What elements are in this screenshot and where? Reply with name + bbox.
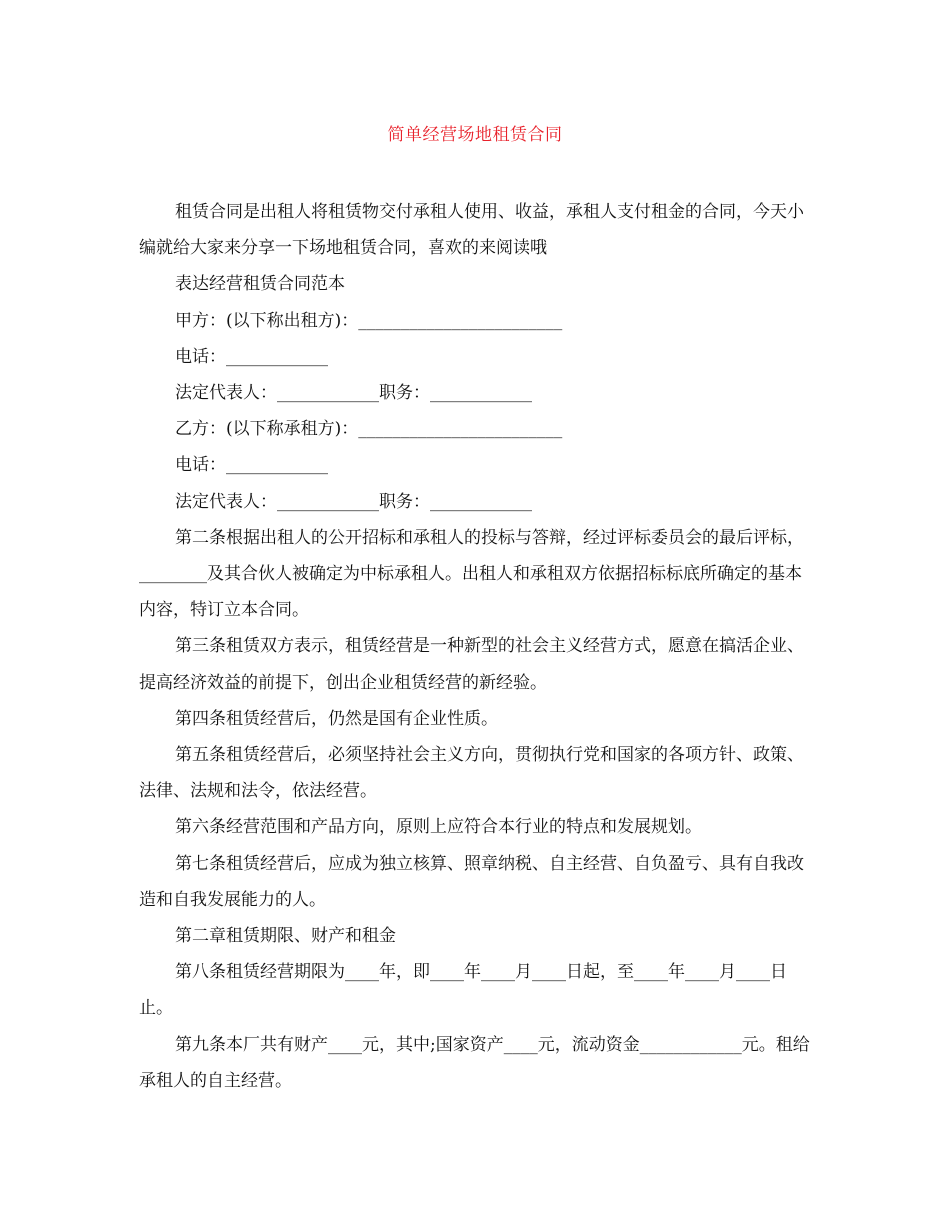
document-title: 简单经营场地租赁合同 bbox=[387, 125, 563, 145]
paragraph-intro: 租赁合同是出租人将租赁物交付承租人使用、收益，承租人支付租金的合同，今天小编就给大家来分享一下场地租赁合同，喜欢的来阅读哦 bbox=[139, 202, 804, 259]
article-6: 第六条经营范围和产品方向，原则上应符合本行业的特点和发展规划。 bbox=[175, 817, 702, 838]
article-2: 第二条根据出租人的公开招标和承租人的投标与答辩，经过评标委员会的最后评标，________及其合伙人被确定为中标承租人。出租人和承租双方依据招标标底所确定的基本内容，特订立本合同。 bbox=[139, 527, 804, 621]
document-body bbox=[139, 194, 811, 1099]
article-3: 第三条租赁双方表示，租赁经营是一种新型的社会主义经营方式，愿意在搞活企业、提高经济效益的前提下，创出企业租赁经营的新经验。 bbox=[139, 636, 804, 693]
party-a-phone-line: 电话：____________ bbox=[175, 346, 328, 367]
party-a-line: 甲方：(以下称出租方)：________________________ bbox=[175, 310, 563, 331]
article-5: 第五条租赁经营后，必须坚持社会主义方向，贯彻执行党和国家的各项方针、政策、法律、法规和法令，依法经营。 bbox=[139, 745, 804, 802]
article-7: 第七条租赁经营后，应成为独立核算、照章纳税、自主经营、自负盈亏、具有自我改造和自我发展能力的人。 bbox=[139, 853, 804, 910]
party-b-representative-line: 法定代表人：____________职务：____________ bbox=[175, 491, 532, 512]
article-4: 第四条租赁经营后，仍然是国有企业性质。 bbox=[175, 708, 498, 729]
article-9: 第九条本厂共有财产____元，其中;国家资产____元，流动资金____________元。租给承租人的自主经营。 bbox=[139, 1034, 810, 1091]
chapter-2-heading: 第二章租赁期限、财产和租金 bbox=[175, 926, 396, 947]
party-b-phone-line: 电话：____________ bbox=[175, 455, 328, 476]
article-8: 第八条租赁经营期限为____年，即____年____月____日起，至____年____月____日止。 bbox=[139, 962, 787, 1019]
party-b-line: 乙方：(以下称承租方)：________________________ bbox=[175, 419, 563, 440]
party-a-representative-line: 法定代表人：____________职务：____________ bbox=[175, 383, 532, 404]
paragraph-template-heading: 表达经营租赁合同范本 bbox=[175, 274, 345, 295]
